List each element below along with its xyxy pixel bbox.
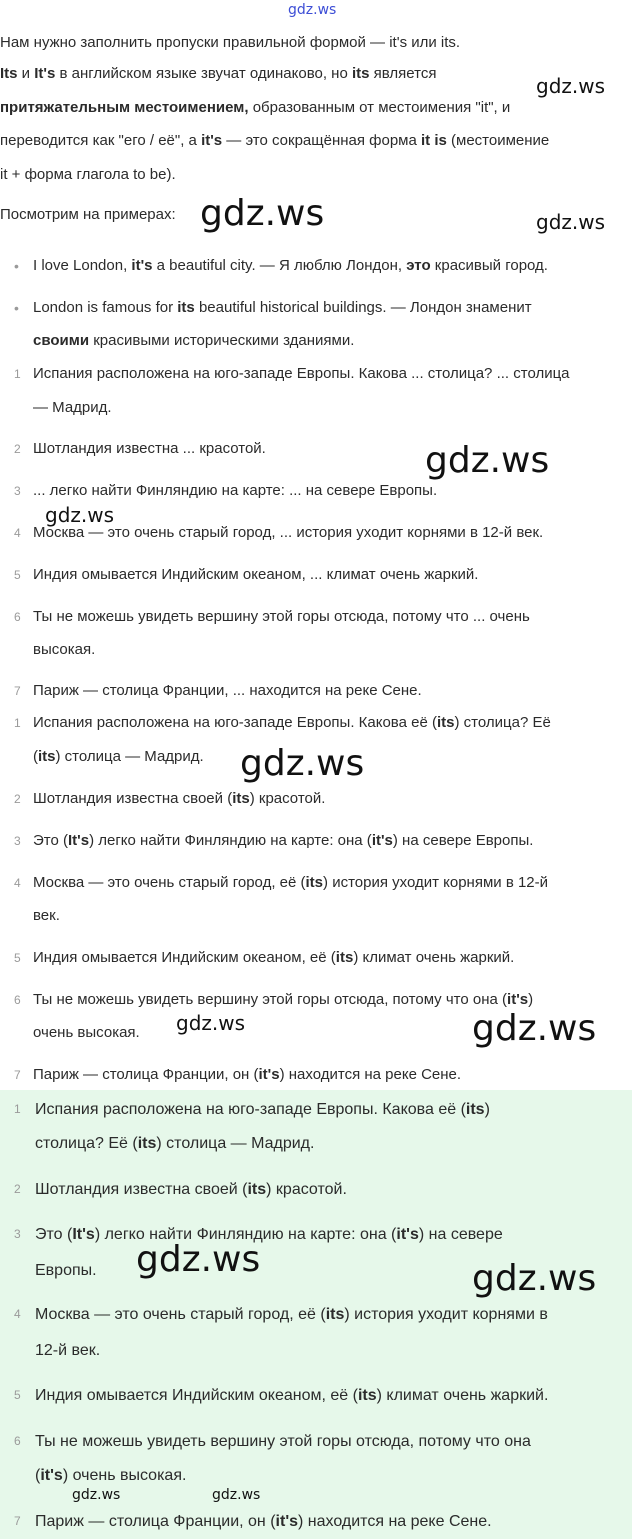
- answer-line: Москва — это очень старый город, её (its) история уходит корнями в: [35, 1306, 548, 1323]
- watermark: gdz.ws: [288, 2, 337, 18]
- intro-line: Its и It's в английском языке звучат одинаково, но its является: [0, 65, 437, 82]
- bullet-icon: •: [14, 300, 19, 316]
- item-number: 4: [14, 876, 21, 890]
- task-line: высокая.: [33, 641, 96, 658]
- answer-line: 12-й век.: [35, 1342, 101, 1359]
- answer-line: Шотландия известна своей (its) красотой.: [33, 790, 326, 807]
- item-number: 3: [14, 1227, 21, 1241]
- task-line: Париж — столица Франции, ... находится на реке Сене.: [33, 682, 422, 699]
- intro-line: переводится как "его / её", а it's — это сокращённая форма it is (местоимение: [0, 132, 550, 149]
- item-number: 7: [14, 1068, 21, 1082]
- answer-line: Ты не можешь увидеть вершину этой горы отсюда, потому что она: [35, 1433, 531, 1450]
- intro-line: Посмотрим на примерах:: [0, 206, 176, 223]
- task-line: Шотландия известна ... красотой.: [33, 440, 266, 457]
- intro-line: Нам нужно заполнить пропуски правильной формой — it's или its.: [0, 34, 461, 51]
- task-line: Индия омывается Индийским океаном, ... климат очень жаркий.: [33, 566, 479, 583]
- bullet-icon: •: [14, 258, 19, 274]
- item-number: 7: [14, 684, 21, 698]
- answer-line: Это (It's) легко найти Финляндию на карте: она (it's) на севере Европы.: [33, 832, 534, 849]
- answer-line: Париж — столица Франции, он (it's) находится на реке Сене.: [33, 1066, 462, 1083]
- item-number: 2: [14, 1182, 21, 1196]
- item-number: 4: [14, 526, 21, 540]
- example-line: London is famous for its beautiful historical buildings. — Лондон знаменит: [33, 299, 532, 316]
- item-number: 1: [14, 367, 21, 381]
- watermark: gdz.ws: [472, 1008, 597, 1049]
- item-number: 3: [14, 484, 21, 498]
- answer-line: Индия омывается Индийским океаном, её (its) климат очень жаркий.: [33, 949, 515, 966]
- task-line: Ты не можешь увидеть вершину этой горы отсюда, потому что ... очень: [33, 608, 530, 625]
- intro-line: притяжательным местоимением, образованным от местоимения "it", и: [0, 99, 511, 116]
- item-number: 1: [14, 716, 21, 730]
- watermark: gdz.ws: [472, 1258, 597, 1299]
- item-number: 2: [14, 792, 21, 806]
- item-number: 7: [14, 1514, 21, 1528]
- watermark: gdz.ws: [200, 193, 325, 234]
- example-line: своими красивыми историческими зданиями.: [33, 332, 355, 349]
- item-number: 2: [14, 442, 21, 456]
- watermark: gdz.ws: [72, 1487, 121, 1503]
- task-line: ... легко найти Финляндию на карте: ... на севере Европы.: [33, 482, 438, 499]
- watermark: gdz.ws: [425, 440, 550, 481]
- answer-line: Париж — столица Франции, он (it's) находится на реке Сене.: [35, 1513, 492, 1530]
- watermark: gdz.ws: [536, 210, 606, 234]
- task-line: Испания расположена на юго-западе Европы. Какова ... столица? ... столица: [33, 365, 570, 382]
- watermark: gdz.ws: [176, 1011, 246, 1035]
- watermark: gdz.ws: [136, 1239, 261, 1280]
- example-line: I love London, it's a beautiful city. — Я люблю Лондон, это красивый город.: [33, 257, 548, 274]
- item-number: 6: [14, 993, 21, 1007]
- item-number: 4: [14, 1307, 21, 1321]
- item-number: 1: [14, 1102, 21, 1116]
- watermark: gdz.ws: [536, 74, 606, 98]
- answer-line: Испания расположена на юго-западе Европы. Какова её (its) столица? Её: [33, 714, 551, 731]
- answer-line: Москва — это очень старый город, её (its) история уходит корнями в 12-й: [33, 874, 549, 891]
- watermark: gdz.ws: [45, 503, 115, 527]
- answer-panel: [0, 1090, 632, 1539]
- task-line: — Мадрид.: [33, 399, 112, 416]
- item-number: 6: [14, 1434, 21, 1448]
- answer-line: (it's) очень высокая.: [35, 1467, 187, 1484]
- answer-line: Это (It's) легко найти Финляндию на карте: она (it's) на севере: [35, 1226, 503, 1243]
- answer-line: Испания расположена на юго-западе Европы. Какова её (its): [35, 1101, 490, 1118]
- answer-line: (its) столица — Мадрид.: [33, 748, 204, 765]
- answer-line: столица? Её (its) столица — Мадрид.: [35, 1135, 315, 1152]
- answer-line: очень высокая.: [33, 1024, 140, 1041]
- answer-line: Ты не можешь увидеть вершину этой горы отсюда, потому что она (it's): [33, 991, 534, 1008]
- answer-line: век.: [33, 907, 60, 924]
- item-number: 6: [14, 610, 21, 624]
- item-number: 5: [14, 1388, 21, 1402]
- watermark: gdz.ws: [240, 743, 365, 784]
- item-number: 3: [14, 834, 21, 848]
- task-line: Москва — это очень старый город, ... история уходит корнями в 12-й век.: [33, 524, 544, 541]
- item-number: 5: [14, 951, 21, 965]
- intro-line: it + форма глагола to be).: [0, 166, 176, 183]
- answer-line: Европы.: [35, 1262, 97, 1279]
- answer-line: Шотландия известна своей (its) красотой.: [35, 1181, 347, 1198]
- watermark: gdz.ws: [212, 1487, 261, 1503]
- item-number: 5: [14, 568, 21, 582]
- answer-line: Индия омывается Индийским океаном, её (its) климат очень жаркий.: [35, 1387, 549, 1404]
